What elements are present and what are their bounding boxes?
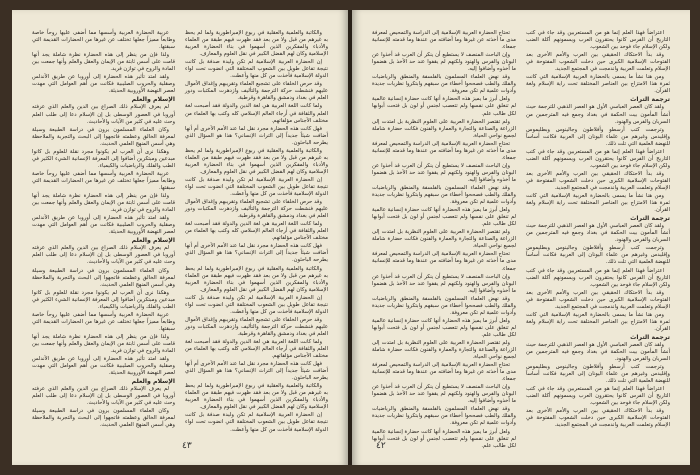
page-number-left: ٤٣ [182, 440, 192, 450]
paragraph: ولقد امتد تأثير هذه الحضارة إلى أوروبا عن طريق الأندلس وصقلية والحروب الصليبية فكانت من أهم العوامل التي مهدت لعصر النهضة الأوروبية الحديثة. [32, 215, 175, 236]
left-page [12, 10, 348, 465]
paragraph: وقد نهض العلماء المسلمون بالفلسفة والمنطق والرياضيات والفلك والطب فصححوا أخطاء من سبقهم وابتكروا نظريات جديدة وأدوات علمية لم تكن معروفة. [372, 74, 516, 95]
paragraph: ولم تقتصر الحضارة العربية على العلوم النظرية بل امتدت إلى الزراعة والصناعة والتجارة والعمارة والفنون فكانت حضارة شاملة لجميع نواحي الحياة. [372, 229, 516, 250]
paragraph: إن الحضارة العربية الإسلامية لم تكن وليدة صدفة بل كانت نتيجة تفاعل طويل بين الشعوب المختلفة التي انضوت تحت لواء الدولة الإسلامية فأخذت من كل منها وأعطت. [185, 176, 328, 198]
paragraph: وإن الباحث المنصف لا يستطيع أن ينكر أن العرب قد أخذوا عن اليونان والفرس والهنود ولكنهم لم يقفوا عند حد الأخذ بل هضموا ما أخذوه وأضافوا إليه. [372, 162, 516, 183]
left-page-column-right [185, 30, 328, 433]
paragraph: فهل كانت هذه الحضارة مجرد نقل لما عند الأمم الأخرى أم أنها أضافت شيئاً جديداً إلى التراث الإنساني؟ هذا هو السؤال الذي يطرحه الباحثون. [185, 125, 328, 146]
paragraph: ولقد كان العصر العباسي الأول هو العصر الذهبي للترجمة حيث أنشأ المأمون بيت الحكمة في بغداد وجمع فيه المترجمين من السريان والفرس والهنود. [526, 223, 670, 244]
paragraph: اعتراضاً فهذا العلم إنما هو من المستعربين وقد جاء في كتب التاريخ أن الفرس كانوا يحتقرون العرب ويسمونهم أكلة الضب ولكن الإسلام جاء فوحد بين الشعوب. [526, 30, 670, 51]
paragraph: عربية الحضارة العربية وأسسها مما أضفى عليها روحاً خاصة وطابعاً مميزاً جعلها تختلف عن غيرها من الحضارات القديمة التي سبقتها. [32, 170, 175, 191]
paragraph: ولما كانت اللغة العربية هي لغة الدين والدولة فقد أصبحت لغة العلم والثقافة في أرجاء العالم الإسلامي كله وكتب بها العلماء من مختلف الأجناس مؤلفاتهم. [185, 338, 328, 360]
paragraph: وقد بدأ الاحتكاك الحقيقي بين العرب والأمم الأخرى بعد الفتوحات الإسلامية الكبرى حين دخلت الشعوب المفتوحة في الإسلام وتعلمت العربية واندمجت في المجتمع الجديد. [526, 170, 670, 191]
paragraph: وإن الباحث المنصف لا يستطيع أن ينكر أن العرب قد أخذوا عن اليونان والفرس والهنود ولكنهم لم يقفوا عند حد الأخذ بل هضموا ما أخذوه وأضافوا إليه. [372, 52, 516, 73]
right-page-column-right [526, 30, 670, 430]
paragraph: تحتاج الحضارة العربية الإسلامية إلى الدراسة والتمحيص لمعرفة مدى ما أخذته عن غيرها وما أضافته من عندها وما قدمته للإنسانية جمعاء. [372, 251, 516, 272]
paragraph: والكاتبة والعلمية والعقلية في ربوع الإمبراطورية ولما لم يحظ به غيرهم من قبل ولا من بعد فقد ظهرت فيهم طبقة من العلماء والأدباء والمفكرين الذين أسهموا في بناء الحضارة العربية الإسلامية وكان لهم الفضل الكبير في نقل العلوم والمعارف. [185, 30, 328, 58]
paragraph: ولعل أبرز ما يميز هذه الحضارة أنها كانت حضارة إنسانية عالمية لم تنغلق على نفسها ولم تتعصب لجنس أو لون بل فتحت أبوابها لكل طالب علم. [372, 207, 516, 228]
paragraph: ولقد كان العصر العباسي الأول هو العصر الذهبي للترجمة حيث أنشأ المأمون بيت الحكمة في بغداد وجمع فيه المترجمين من السريان والفرس والهنود. [526, 104, 670, 125]
paragraph: ولقد امتد تأثير هذه الحضارة إلى أوروبا عن طريق الأندلس وصقلية والحروب الصليبية فكانت من أهم العوامل التي مهدت لعصر النهضة الأوروبية الحديثة. [32, 356, 175, 377]
left-page-column-left [32, 30, 175, 430]
paragraph: وهكذا نرى أن العرب لم يكونوا مجرد نقلة للعلوم بل كانوا مبدعين ومبتكرين أضافوا إلى المعرفة الإنسانية الشيء الكثير في الطب والفلك والرياضيات والكيمياء. [32, 289, 175, 310]
right-page [352, 10, 690, 465]
paragraph: لم يعرف الإسلام ذلك الصراع بين الدين والعلم الذي عرفته أوروبا في العصور الوسطى بل إن الإسلام دعا إلى طلب العلم وحث عليه في كثير من الآيات والأحاديث. [32, 104, 175, 125]
paragraph: ولذا فإن من ينظر إلى هذه الحضارة نظرة شاملة يجد أنها قامت على أسس ثابتة من الإيمان والعقل والعلم وأنها جمعت بين المادة والروح في توازن فريد. [32, 193, 175, 214]
paragraph: ولعل أبرز ما يميز هذه الحضارة أنها كانت حضارة إنسانية عالمية لم تنغلق على نفسها ولم تتعصب لجنس أو لون بل فتحت أبوابها لكل طالب علم. [372, 428, 516, 449]
page-number-right: ٤٢ [376, 440, 386, 450]
paragraph: لم يعرف الإسلام ذلك الصراع بين الدين والعلم الذي عرفته أوروبا في العصور الوسطى بل إن الإسلام دعا إلى طلب العلم وحث عليه في كثير من الآيات والأحاديث. [32, 245, 175, 266]
paragraph: ولعل أبرز ما يميز هذه الحضارة أنها كانت حضارة إنسانية عالمية لم تنغلق على نفسها ولم تتعصب لجنس أو لون بل فتحت أبوابها لكل طالب علم. [372, 96, 516, 117]
left-page-columns [32, 30, 328, 433]
paragraph: وقد بدأ الاحتكاك الحقيقي بين العرب والأمم الأخرى بعد الفتوحات الإسلامية الكبرى حين دخلت الشعوب المفتوحة في الإسلام وتعلمت العربية واندمجت في المجتمع الجديد. [526, 289, 670, 310]
section-subheading: ترجمة التراث [630, 333, 670, 341]
paragraph: ولما كانت اللغة العربية هي لغة الدين والدولة فقد أصبحت لغة العلم والثقافة في أرجاء العالم الإسلامي كله وكتب بها العلماء من مختلف الأجناس مؤلفاتهم. [185, 221, 328, 242]
paragraph: ومن هنا نشأ ما يسمى بالحضارة العربية الإسلامية التي كانت ثمرة هذا الامتزاج بين العناصر المختلفة تحت راية الإسلام ولغة القرآن. [526, 311, 670, 332]
paragraph: والكاتبة والعلمية والعقلية في ربوع الإمبراطورية ولما لم يحظ به غيرهم من قبل ولا من بعد فقد ظهرت فيهم طبقة من العلماء والأدباء والمفكرين الذين أسهموا في بناء الحضارة العربية الإسلامية وكان لهم الفضل الكبير في نقل العلوم والمعارف. [185, 147, 328, 175]
paragraph: اعتراضاً فهذا العلم إنما هو من المستعربين وقد جاء في كتب التاريخ أن الفرس كانوا يحتقرون العرب ويسمونهم أكلة الضب ولكن الإسلام جاء فوحد بين الشعوب. [526, 386, 670, 407]
paragraph: وترجمت كتب أرسطو وأفلاطون وجالينوس وبطليموس وإقليدس وغيرهم من علماء اليونان إلى العربية فكانت أساساً للنهضة العلمية التي تلت ذلك. [526, 245, 670, 266]
paragraph: لم يعرف الإسلام ذلك الصراع بين الدين والعلم الذي عرفته أوروبا في العصور الوسطى بل إن الإسلام دعا إلى طلب العلم وحث عليه في كثير من الآيات والأحاديث. [32, 386, 175, 407]
paragraph: ومن هنا نشأ ما يسمى بالحضارة العربية الإسلامية التي كانت ثمرة هذا الامتزاج بين العناصر المختلفة تحت راية الإسلام ولغة القرآن. [526, 74, 670, 95]
paragraph: فهل كانت هذه الحضارة مجرد نقل لما عند الأمم الأخرى أم أنها أضافت شيئاً جديداً إلى التراث الإنساني؟ هذا هو السؤال الذي يطرحه الباحثون. [185, 361, 328, 382]
section-subheading: الإسلام والعلم [131, 378, 175, 386]
paragraph: إن الحضارة العربية الإسلامية لم تكن وليدة صدفة بل كانت نتيجة تفاعل طويل بين الشعوب المختلفة التي انضوت تحت لواء الدولة الإسلامية فأخذت من كل منها وأعطت. [185, 59, 328, 80]
paragraph: ولم تقتصر الحضارة العربية على العلوم النظرية بل امتدت إلى الزراعة والصناعة والتجارة والعمارة والفنون فكانت حضارة شاملة لجميع نواحي الحياة. [372, 118, 516, 139]
paragraph: وقد حرص الخلفاء على تشجيع العلماء وتقريبهم وإغداق الأموال عليهم فنشطت حركة الترجمة والتأليف وازدهرت المكتبات ودور العلم في بغداد ودمشق والقاهرة وقرطبة. [185, 81, 328, 102]
paragraph: عربية الحضارة العربية وأسسها مما أضفى عليها روحاً خاصة وطابعاً مميزاً جعلها تختلف عن غيرها من الحضارات القديمة التي سبقتها. [32, 311, 175, 332]
paragraph: ولما كانت اللغة العربية هي لغة الدين والدولة فقد أصبحت لغة العلم والثقافة في أرجاء العالم الإسلامي كله وكتب بها العلماء من مختلف الأجناس مؤلفاتهم. [185, 103, 328, 124]
paragraph: وهكذا نرى أن العرب لم يكونوا مجرد نقلة للعلوم بل كانوا مبدعين ومبتكرين أضافوا إلى المعرفة الإنسانية الشيء الكثير في الطب والفلك والرياضيات والكيمياء. [32, 148, 175, 169]
paragraph: عربية الحضارة العربية وأسسها مما أضفى عليها روحاً خاصة وطابعاً مميزاً جعلها تختلف عن غيرها من الحضارات القديمة التي سبقتها. [32, 30, 175, 51]
paragraph: إن الحضارة العربية الإسلامية لم تكن وليدة صدفة بل كانت نتيجة تفاعل طويل بين الشعوب المختلفة التي انضوت تحت لواء الدولة الإسلامية فأخذت من كل منها وأعطت. [185, 412, 328, 433]
paragraph: والكاتبة والعلمية والعقلية في ربوع الإمبراطورية ولما لم يحظ به غيرهم من قبل ولا من بعد فقد ظهرت فيهم طبقة من العلماء والأدباء والمفكرين الذين أسهموا في بناء الحضارة العربية الإسلامية وكان لهم الفضل الكبير في نقل العلوم والمعارف. [185, 383, 328, 411]
paragraph: وترجمت كتب أرسطو وأفلاطون وجالينوس وبطليموس وإقليدس وغيرهم من علماء اليونان إلى العربية فكانت أساساً للنهضة العلمية التي تلت ذلك. [526, 126, 670, 147]
paragraph: اعتراضاً فهذا العلم إنما هو من المستعربين وقد جاء في كتب التاريخ أن الفرس كانوا يحتقرون العرب ويسمونهم أكلة الضب ولكن الإسلام جاء فوحد بين الشعوب. [526, 267, 670, 288]
paragraph: وقد بدأ الاحتكاك الحقيقي بين العرب والأمم الأخرى بعد الفتوحات الإسلامية الكبرى حين دخلت الشعوب المفتوحة في الإسلام وتعلمت العربية واندمجت في المجتمع الجديد. [526, 408, 670, 429]
paragraph: وقد بدأ الاحتكاك الحقيقي بين العرب والأمم الأخرى بعد الفتوحات الإسلامية الكبرى حين دخلت الشعوب المفتوحة في الإسلام وتعلمت العربية واندمجت في المجتمع الجديد. [526, 52, 670, 73]
paragraph: وقد نهض العلماء المسلمون بالفلسفة والمنطق والرياضيات والفلك والطب فصححوا أخطاء من سبقهم وابتكروا نظريات جديدة وأدوات علمية لم تكن معروفة. [372, 295, 516, 316]
paragraph: اعتراضاً فهذا العلم إنما هو من المستعربين وقد جاء في كتب التاريخ أن الفرس كانوا يحتقرون العرب ويسمونهم أكلة الضب ولكن الإسلام جاء فوحد بين الشعوب. [526, 148, 670, 169]
paragraph: وقد نهض العلماء المسلمون بالفلسفة والمنطق والرياضيات والفلك والطب فصححوا أخطاء من سبقهم وابتكروا نظريات جديدة وأدوات علمية لم تكن معروفة. [372, 184, 516, 206]
paragraph: وكان العلماء المسلمون يرون في دراسة الطبيعة وسيلة لمعرفة الخالق وعظمته فاتجهوا إلى البحث والتجربة والملاحظة وهي أسس المنهج العلمي الحديث. [32, 267, 175, 288]
paragraph: ولذا فإن من ينظر إلى هذه الحضارة نظرة شاملة يجد أنها قامت على أسس ثابتة من الإيمان والعقل والعلم وأنها جمعت بين المادة والروح في توازن فريد. [32, 52, 175, 73]
section-subheading: ترجمة التراث [630, 96, 670, 104]
paragraph: وترجمت كتب أرسطو وأفلاطون وجالينوس وبطليموس وإقليدس وغيرهم من علماء اليونان إلى العربية فكانت أساساً للنهضة العلمية التي تلت ذلك. [526, 364, 670, 385]
paragraph: ولعل أبرز ما يميز هذه الحضارة أنها كانت حضارة إنسانية عالمية لم تنغلق على نفسها ولم تتعصب لجنس أو لون بل فتحت أبوابها لكل طالب علم. [372, 317, 516, 338]
paragraph: ولم تقتصر الحضارة العربية على العلوم النظرية بل امتدت إلى الزراعة والصناعة والتجارة والعمارة والفنون فكانت حضارة شاملة لجميع نواحي الحياة. [372, 339, 516, 361]
paragraph: والكاتبة والعلمية والعقلية في ربوع الإمبراطورية ولما لم يحظ به غيرهم من قبل ولا من بعد فقد ظهرت فيهم طبقة من العلماء والأدباء والمفكرين الذين أسهموا في بناء الحضارة العربية الإسلامية وكان لهم الفضل الكبير في نقل العلوم والمعارف. [185, 265, 328, 293]
paragraph: تحتاج الحضارة العربية الإسلامية إلى الدراسة والتمحيص لمعرفة مدى ما أخذته عن غيرها وما أضافته من عندها وما قدمته للإنسانية جمعاء. [372, 362, 516, 383]
paragraph: ولقد كان العصر العباسي الأول هو العصر الذهبي للترجمة حيث أنشأ المأمون بيت الحكمة في بغداد وجمع فيه المترجمين من السريان والفرس والهنود. [526, 341, 670, 363]
paragraph: وقد حرص الخلفاء على تشجيع العلماء وتقريبهم وإغداق الأموال عليهم فنشطت حركة الترجمة والتأليف وازدهرت المكتبات ودور العلم في بغداد ودمشق والقاهرة وقرطبة. [185, 316, 328, 337]
paragraph: ولذا فإن من ينظر إلى هذه الحضارة نظرة شاملة يجد أنها قامت على أسس ثابتة من الإيمان والعقل والعلم وأنها جمعت بين المادة والروح في توازن فريد. [32, 333, 175, 355]
paragraph: ومن هنا نشأ ما يسمى بالحضارة العربية الإسلامية التي كانت ثمرة هذا الامتزاج بين العناصر المختلفة تحت راية الإسلام ولغة القرآن. [526, 193, 670, 214]
paragraph: تحتاج الحضارة العربية الإسلامية إلى الدراسة والتمحيص لمعرفة مدى ما أخذته عن غيرها وما أضافته من عندها وما قدمته للإنسانية جمعاء. [372, 30, 516, 51]
paragraph: وكان العلماء المسلمون يرون في دراسة الطبيعة وسيلة لمعرفة الخالق وعظمته فاتجهوا إلى البحث والتجربة والملاحظة وهي أسس المنهج العلمي الحديث. [32, 408, 175, 429]
paragraph: فهل كانت هذه الحضارة مجرد نقل لما عند الأمم الأخرى أم أنها أضافت شيئاً جديداً إلى التراث الإنساني؟ هذا هو السؤال الذي يطرحه الباحثون. [185, 243, 328, 264]
section-subheading: الإسلام والعلم [131, 237, 175, 245]
paragraph: وكان العلماء المسلمون يرون في دراسة الطبيعة وسيلة لمعرفة الخالق وعظمته فاتجهوا إلى البحث والتجربة والملاحظة وهي أسس المنهج العلمي الحديث. [32, 126, 175, 147]
paragraph: وقد حرص الخلفاء على تشجيع العلماء وتقريبهم وإغداق الأموال عليهم فنشطت حركة الترجمة والتأليف وازدهرت المكتبات ودور العلم في بغداد ودمشق والقاهرة وقرطبة. [185, 199, 328, 220]
paragraph: ولقد امتد تأثير هذه الحضارة إلى أوروبا عن طريق الأندلس وصقلية والحروب الصليبية فكانت من أهم العوامل التي مهدت لعصر النهضة الأوروبية الحديثة. [32, 74, 175, 95]
paragraph: وإن الباحث المنصف لا يستطيع أن ينكر أن العرب قد أخذوا عن اليونان والفرس والهنود ولكنهم لم يقفوا عند حد الأخذ بل هضموا ما أخذوه وأضافوا إليه. [372, 384, 516, 405]
section-subheading: ترجمة التراث [630, 215, 670, 223]
paragraph: وقد نهض العلماء المسلمون بالفلسفة والمنطق والرياضيات والفلك والطب فصححوا أخطاء من سبقهم وابتكروا نظريات جديدة وأدوات علمية لم تكن معروفة. [372, 406, 516, 427]
paragraph: تحتاج الحضارة العربية الإسلامية إلى الدراسة والتمحيص لمعرفة مدى ما أخذته عن غيرها وما أضافته من عندها وما قدمته للإنسانية جمعاء. [372, 140, 516, 161]
paragraph: وإن الباحث المنصف لا يستطيع أن ينكر أن العرب قد أخذوا عن اليونان والفرس والهنود ولكنهم لم يقفوا عند حد الأخذ بل هضموا ما أخذوه وأضافوا إليه. [372, 273, 516, 294]
paragraph: إن الحضارة العربية الإسلامية لم تكن وليدة صدفة بل كانت نتيجة تفاعل طويل بين الشعوب المختلفة التي انضوت تحت لواء الدولة الإسلامية فأخذت من كل منها وأعطت. [185, 294, 328, 315]
section-subheading: الإسلام والعلم [131, 96, 175, 104]
